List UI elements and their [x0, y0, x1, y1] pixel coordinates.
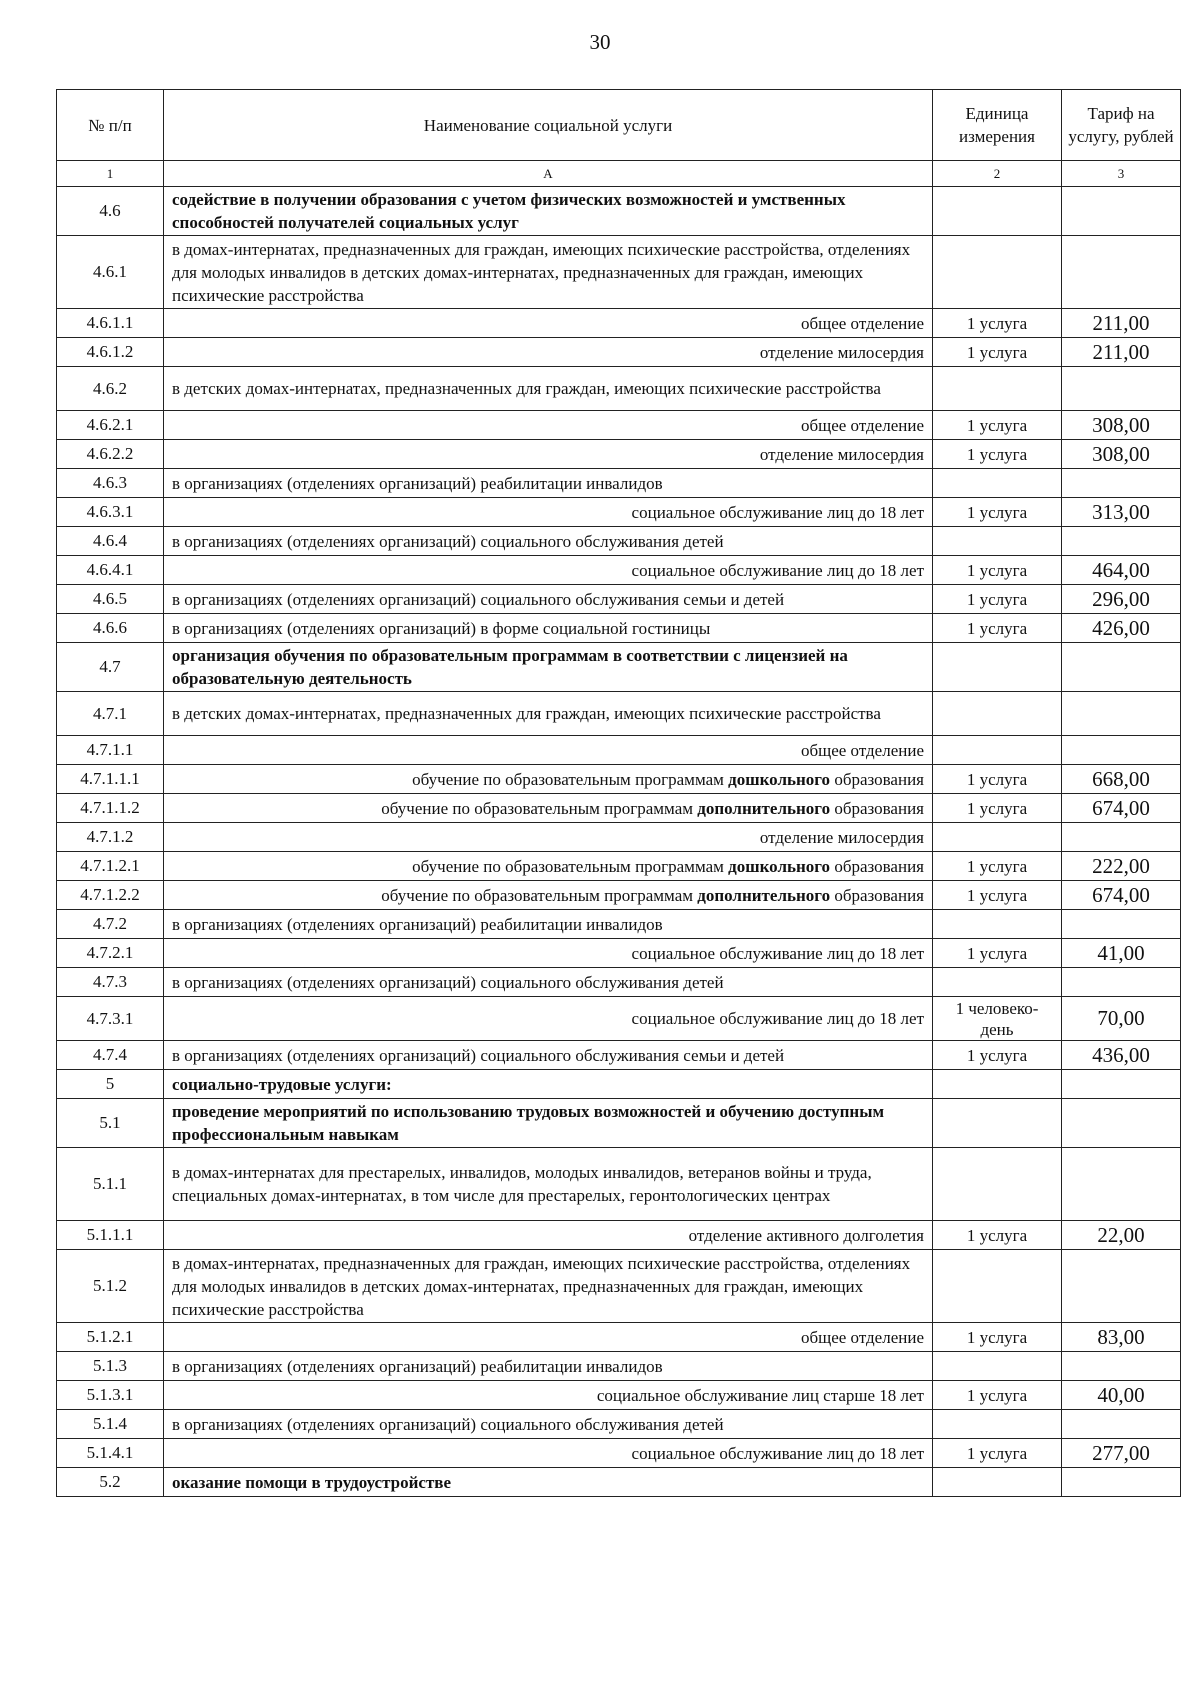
- unit-of-measure: [933, 1352, 1062, 1381]
- row-number: 4.7.3.1: [57, 997, 164, 1041]
- column-index: 2: [933, 161, 1062, 187]
- unit-of-measure: [933, 1148, 1062, 1221]
- table-row: [57, 1439, 1181, 1468]
- table-row: [57, 910, 1181, 939]
- unit-of-measure: [933, 910, 1062, 939]
- row-number: 4.7.1: [57, 692, 164, 736]
- table-row: [57, 1410, 1181, 1439]
- service-name: социальное обслуживание лиц до 18 лет: [164, 939, 933, 968]
- unit-of-measure: [933, 968, 1062, 997]
- tariff-value: 296,00: [1062, 585, 1181, 614]
- tariff-value: 83,00: [1062, 1323, 1181, 1352]
- row-number: 4.7.3: [57, 968, 164, 997]
- unit-of-measure: 1 услуга: [933, 1381, 1062, 1410]
- row-number: 5.1.3.1: [57, 1381, 164, 1410]
- service-name-prefix: обучение по образовательным программам: [381, 798, 698, 818]
- tariff-value: [1062, 187, 1181, 236]
- service-name: [164, 794, 933, 823]
- service-name: проведение мероприятий по использованию трудовых возможностей и обучению доступным профессиональным навыкам: [164, 1099, 933, 1148]
- tariff-value: 40,00: [1062, 1381, 1181, 1410]
- service-name: содействие в получении образования с учетом физических возможностей и умственных способностей получателей социальных услуг: [164, 187, 933, 236]
- tariff-value: 70,00: [1062, 997, 1181, 1041]
- service-name: в организациях (отделениях организаций) социального обслуживания детей: [164, 968, 933, 997]
- table-row: [57, 411, 1181, 440]
- table-row: [57, 765, 1181, 794]
- row-number: 5.1.4.1: [57, 1439, 164, 1468]
- column-index: 1: [57, 161, 164, 187]
- column-index-row: [57, 161, 1181, 187]
- service-name-prefix: обучение по образовательным программам: [412, 856, 729, 876]
- unit-of-measure: 1 услуга: [933, 556, 1062, 585]
- table-row: [57, 367, 1181, 411]
- tariff-value: [1062, 1099, 1181, 1148]
- row-number: 5.1: [57, 1099, 164, 1148]
- row-number: 4.6.4: [57, 527, 164, 556]
- row-number: 4.6.2: [57, 367, 164, 411]
- row-number: 5.1.2.1: [57, 1323, 164, 1352]
- tariff-value: [1062, 527, 1181, 556]
- service-name: в организациях (отделениях организаций) социального обслуживания детей: [164, 1410, 933, 1439]
- service-name: в домах-интернатах для престарелых, инвалидов, молодых инвалидов, ветеранов войны и труда, специальных домах-интернатах, в том числе для престарелых, геронтологических центрах: [164, 1148, 933, 1221]
- header-number: № п/п: [57, 90, 164, 161]
- tariff-value: 464,00: [1062, 556, 1181, 585]
- service-name: в домах-интернатах, предназначенных для граждан, имеющих психические расстройства, отделениях для молодых инвалидов в детских домах-интернатах, предназначенных для граждан, имеющих психические расстройства: [164, 1250, 933, 1323]
- service-name-prefix: обучение по образовательным программам: [381, 885, 698, 905]
- table-row: [57, 1468, 1181, 1497]
- header-service-name: Наименование социальной услуги: [164, 90, 933, 161]
- table-row: [57, 440, 1181, 469]
- table-row: [57, 614, 1181, 643]
- row-number: 4.6.2.1: [57, 411, 164, 440]
- unit-of-measure: 1 услуга: [933, 1323, 1062, 1352]
- tariff-value: 211,00: [1062, 309, 1181, 338]
- unit-of-measure: 1 услуга: [933, 614, 1062, 643]
- unit-of-measure: 1 услуга: [933, 794, 1062, 823]
- row-number: 5.1.3: [57, 1352, 164, 1381]
- row-number: 4.7.2: [57, 910, 164, 939]
- row-number: 4.7.4: [57, 1041, 164, 1070]
- table-row: [57, 939, 1181, 968]
- row-number: 4.7.1.1: [57, 736, 164, 765]
- unit-of-measure: 1 услуга: [933, 1041, 1062, 1070]
- row-number: 4.6.1.1: [57, 309, 164, 338]
- table-row: [57, 643, 1181, 692]
- table-row: [57, 1041, 1181, 1070]
- unit-of-measure: [933, 1099, 1062, 1148]
- row-number: 5.2: [57, 1468, 164, 1497]
- unit-of-measure: 1 услуга: [933, 939, 1062, 968]
- service-name: в организациях (отделениях организаций) в форме социальной гостиницы: [164, 614, 933, 643]
- tariff-value: 308,00: [1062, 411, 1181, 440]
- unit-of-measure: [933, 1070, 1062, 1099]
- table-row: [57, 881, 1181, 910]
- unit-of-measure: 1 услуга: [933, 411, 1062, 440]
- tariff-value: [1062, 910, 1181, 939]
- table-row: [57, 498, 1181, 527]
- table-row: [57, 997, 1181, 1041]
- service-name: отделение милосердия: [164, 440, 933, 469]
- tariff-value: 674,00: [1062, 794, 1181, 823]
- header-unit: Единица измерения: [933, 90, 1062, 161]
- table-row: [57, 1352, 1181, 1381]
- row-number: 4.7.1.2.1: [57, 852, 164, 881]
- service-name: социальное обслуживание лиц старше 18 лет: [164, 1381, 933, 1410]
- table-row: [57, 794, 1181, 823]
- row-number: 5.1.1: [57, 1148, 164, 1221]
- table-row: [57, 1099, 1181, 1148]
- row-number: 4.6.6: [57, 614, 164, 643]
- tariff-value: 211,00: [1062, 338, 1181, 367]
- service-name-suffix: образования: [830, 798, 924, 818]
- column-index: А: [164, 161, 933, 187]
- tariff-value: [1062, 692, 1181, 736]
- tariff-value: 313,00: [1062, 498, 1181, 527]
- service-name: в организациях (отделениях организаций) реабилитации инвалидов: [164, 910, 933, 939]
- service-name-suffix: образования: [830, 856, 924, 876]
- tariff-value: 41,00: [1062, 939, 1181, 968]
- page-number: 30: [589, 30, 611, 54]
- tariff-value: [1062, 968, 1181, 997]
- unit-of-measure: [933, 1468, 1062, 1497]
- table-row: [57, 527, 1181, 556]
- table-row: [57, 469, 1181, 498]
- tariff-value: [1062, 236, 1181, 309]
- row-number: 5.1.4: [57, 1410, 164, 1439]
- service-name: в организациях (отделениях организаций) социального обслуживания семьи и детей: [164, 585, 933, 614]
- table-row: [57, 187, 1181, 236]
- service-name: [164, 881, 933, 910]
- service-name: в организациях (отделениях организаций) реабилитации инвалидов: [164, 1352, 933, 1381]
- table-row: [57, 1381, 1181, 1410]
- row-number: 4.6.4.1: [57, 556, 164, 585]
- unit-of-measure: 1 услуга: [933, 881, 1062, 910]
- service-name-emphasis: дополнительного: [697, 885, 831, 905]
- unit-of-measure: [933, 1250, 1062, 1323]
- tariff-value: [1062, 1148, 1181, 1221]
- service-name: общее отделение: [164, 411, 933, 440]
- table-row: [57, 823, 1181, 852]
- unit-of-measure: 1 услуга: [933, 1439, 1062, 1468]
- service-name-emphasis: дошкольного: [728, 769, 831, 789]
- table-row: [57, 556, 1181, 585]
- table-row: [57, 1070, 1181, 1099]
- tariff-value: [1062, 1070, 1181, 1099]
- table-row: [57, 1323, 1181, 1352]
- tariff-value: 277,00: [1062, 1439, 1181, 1468]
- unit-of-measure: 1 услуга: [933, 1221, 1062, 1250]
- tariff-value: [1062, 469, 1181, 498]
- table-row: [57, 692, 1181, 736]
- tariff-value: [1062, 1468, 1181, 1497]
- unit-of-measure: [933, 187, 1062, 236]
- tariff-value: [1062, 643, 1181, 692]
- service-name: [164, 852, 933, 881]
- table-header-row: [57, 90, 1181, 161]
- row-number: 5.1.2: [57, 1250, 164, 1323]
- tariff-value: [1062, 1250, 1181, 1323]
- row-number: 4.7.1.2: [57, 823, 164, 852]
- table-row: [57, 736, 1181, 765]
- unit-of-measure: [933, 469, 1062, 498]
- service-name: общее отделение: [164, 1323, 933, 1352]
- unit-of-measure: [933, 236, 1062, 309]
- row-number: 5.1.1.1: [57, 1221, 164, 1250]
- row-number: 5: [57, 1070, 164, 1099]
- row-number: 4.7: [57, 643, 164, 692]
- service-name-emphasis: дошкольного: [728, 856, 831, 876]
- tariff-table: [56, 89, 1181, 1497]
- table-row: [57, 968, 1181, 997]
- tariff-value: 674,00: [1062, 881, 1181, 910]
- row-number: 4.6.5: [57, 585, 164, 614]
- row-number: 4.7.2.1: [57, 939, 164, 968]
- unit-of-measure: 1 услуга: [933, 440, 1062, 469]
- service-name: отделение активного долголетия: [164, 1221, 933, 1250]
- row-number: 4.7.1.1.1: [57, 765, 164, 794]
- unit-of-measure: [933, 736, 1062, 765]
- row-number: 4.6.1: [57, 236, 164, 309]
- unit-of-measure: 1 услуга: [933, 309, 1062, 338]
- row-number: 4.6: [57, 187, 164, 236]
- service-name-suffix: образования: [830, 885, 924, 905]
- unit-of-measure: [933, 367, 1062, 411]
- tariff-value: 308,00: [1062, 440, 1181, 469]
- service-name: социальное обслуживание лиц до 18 лет: [164, 997, 933, 1041]
- service-name: организация обучения по образовательным программам в соответствии с лицензией на образовательную деятельность: [164, 643, 933, 692]
- service-name: в организациях (отделениях организаций) социального обслуживания семьи и детей: [164, 1041, 933, 1070]
- unit-of-measure: 1 человеко-день: [933, 997, 1062, 1041]
- unit-of-measure: 1 услуга: [933, 765, 1062, 794]
- service-name: в организациях (отделениях организаций) социального обслуживания детей: [164, 527, 933, 556]
- service-name: отделение милосердия: [164, 823, 933, 852]
- tariff-value: [1062, 1352, 1181, 1381]
- tariff-value: 222,00: [1062, 852, 1181, 881]
- service-name-suffix: образования: [830, 769, 924, 789]
- row-number: 4.6.3: [57, 469, 164, 498]
- row-number: 4.6.2.2: [57, 440, 164, 469]
- service-name: социально-трудовые услуги:: [164, 1070, 933, 1099]
- table-row: [57, 852, 1181, 881]
- service-name: в детских домах-интернатах, предназначенных для граждан, имеющих психические расстройства: [164, 367, 933, 411]
- service-name: общее отделение: [164, 309, 933, 338]
- service-name: [164, 765, 933, 794]
- tariff-value: 668,00: [1062, 765, 1181, 794]
- unit-of-measure: 1 услуга: [933, 852, 1062, 881]
- service-name: общее отделение: [164, 736, 933, 765]
- tariff-value: [1062, 367, 1181, 411]
- service-name: социальное обслуживание лиц до 18 лет: [164, 1439, 933, 1468]
- table-row: [57, 585, 1181, 614]
- tariff-value: 426,00: [1062, 614, 1181, 643]
- tariff-value: [1062, 823, 1181, 852]
- tariff-value: [1062, 736, 1181, 765]
- service-name: в домах-интернатах, предназначенных для граждан, имеющих психические расстройства, отделениях для молодых инвалидов в детских домах-интернатах, предназначенных для граждан, имеющих психические расстройства: [164, 236, 933, 309]
- table-row: [57, 1250, 1181, 1323]
- service-name: социальное обслуживание лиц до 18 лет: [164, 556, 933, 585]
- unit-of-measure: [933, 1410, 1062, 1439]
- column-index: 3: [1062, 161, 1181, 187]
- service-name: отделение милосердия: [164, 338, 933, 367]
- tariff-value: 436,00: [1062, 1041, 1181, 1070]
- tariff-value: [1062, 1410, 1181, 1439]
- unit-of-measure: 1 услуга: [933, 585, 1062, 614]
- unit-of-measure: 1 услуга: [933, 498, 1062, 527]
- unit-of-measure: [933, 692, 1062, 736]
- table-row: [57, 1221, 1181, 1250]
- header-tariff: Тариф на услугу, рублей: [1062, 90, 1181, 161]
- service-name: в детских домах-интернатах, предназначенных для граждан, имеющих психические расстройства: [164, 692, 933, 736]
- table-row: [57, 236, 1181, 309]
- tariff-value: 22,00: [1062, 1221, 1181, 1250]
- service-name-emphasis: дополнительного: [697, 798, 831, 818]
- unit-of-measure: [933, 643, 1062, 692]
- table-row: [57, 338, 1181, 367]
- table-body: [57, 187, 1181, 1497]
- row-number: 4.6.1.2: [57, 338, 164, 367]
- service-name: в организациях (отделениях организаций) реабилитации инвалидов: [164, 469, 933, 498]
- row-number: 4.6.3.1: [57, 498, 164, 527]
- row-number: 4.7.1.2.2: [57, 881, 164, 910]
- service-name: социальное обслуживание лиц до 18 лет: [164, 498, 933, 527]
- unit-of-measure: [933, 527, 1062, 556]
- table-row: [57, 1148, 1181, 1221]
- table-row: [57, 309, 1181, 338]
- service-name-prefix: обучение по образовательным программам: [412, 769, 729, 789]
- row-number: 4.7.1.1.2: [57, 794, 164, 823]
- unit-of-measure: 1 услуга: [933, 338, 1062, 367]
- unit-of-measure: [933, 823, 1062, 852]
- service-name: оказание помощи в трудоустройстве: [164, 1468, 933, 1497]
